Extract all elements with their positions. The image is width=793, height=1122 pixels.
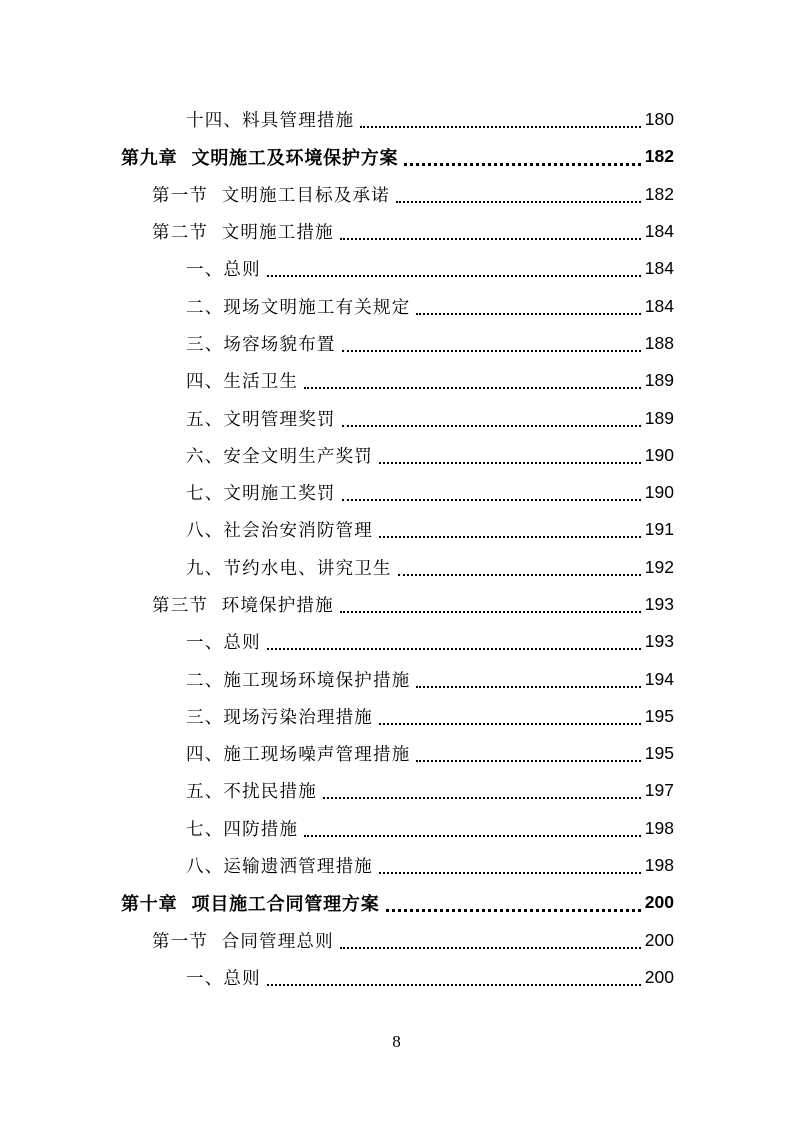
- toc-dot-leader: [267, 647, 641, 650]
- toc-entry[interactable]: [0, 213, 793, 250]
- toc-dot-leader: [342, 498, 641, 501]
- toc-entry[interactable]: [0, 884, 793, 921]
- toc-entry-page: 200: [644, 892, 674, 913]
- toc-dot-leader: [404, 162, 640, 166]
- toc-entry[interactable]: [0, 549, 793, 586]
- toc-entry-page: 182: [644, 146, 674, 167]
- toc-entry-page: 184: [644, 221, 674, 242]
- toc-dot-leader: [340, 946, 641, 949]
- toc-entry[interactable]: [0, 772, 793, 809]
- toc-entry-title: 二、施工现场环境保护措施: [186, 670, 411, 691]
- toc-entry-title: 十四、料具管理措施: [186, 111, 355, 132]
- toc-entry[interactable]: [0, 437, 793, 474]
- toc-entry-page: 180: [644, 109, 674, 130]
- toc-entry-title: 七、文明施工奖罚: [186, 484, 336, 505]
- toc-dot-leader: [304, 834, 641, 837]
- toc-entry-page: 191: [644, 519, 674, 540]
- toc-entry-page: 190: [644, 444, 674, 465]
- toc-dot-leader: [416, 685, 640, 688]
- toc-dot-leader: [416, 759, 640, 762]
- toc-entry[interactable]: [0, 101, 793, 138]
- toc-entry-title: 六、安全文明生产奖罚: [186, 446, 373, 467]
- toc-dot-leader: [379, 461, 641, 464]
- toc-entry-title: 五、文明管理奖罚: [186, 409, 336, 430]
- toc-entry[interactable]: [0, 399, 793, 436]
- toc-entry[interactable]: [0, 474, 793, 511]
- toc-entry-page: 184: [644, 295, 674, 316]
- toc-entry-page: 195: [644, 705, 674, 726]
- page-number: 8: [392, 1032, 401, 1051]
- toc-entry-title: 第二节 文明施工措施: [152, 223, 334, 244]
- toc-dot-leader: [267, 983, 641, 986]
- toc-entry[interactable]: [0, 735, 793, 772]
- toc-dot-leader: [323, 796, 641, 799]
- toc-entry-title: 八、社会治安消防管理: [186, 521, 373, 542]
- toc-entry-title: 一、总则: [186, 260, 261, 281]
- toc-entry-title: 第一节 合同管理总则: [152, 931, 334, 952]
- toc-entry[interactable]: [0, 586, 793, 623]
- toc-entry-title: 第一节 文明施工目标及承诺: [152, 185, 390, 206]
- toc-entry-title: 七、四防措施: [186, 819, 299, 840]
- toc-entry-title: 第十章 项目施工合同管理方案: [121, 893, 380, 915]
- toc-entry-page: 197: [644, 780, 674, 801]
- toc-entry[interactable]: [0, 362, 793, 399]
- toc-entry-title: 八、运输遗洒管理措施: [186, 857, 373, 878]
- toc-dot-leader: [379, 535, 641, 538]
- toc-entry-page: 193: [644, 594, 674, 614]
- toc-entry[interactable]: [0, 325, 793, 362]
- toc-entry-page: 193: [644, 631, 674, 652]
- toc-entry-page: 182: [644, 183, 674, 204]
- toc-entry-title: 三、场容场貌布置: [186, 334, 336, 355]
- toc-dot-leader: [379, 871, 641, 874]
- toc-entry-title: 二、现场文明施工有关规定: [186, 297, 411, 318]
- toc-entry-page: 200: [644, 966, 674, 987]
- toc-entry-page: 195: [644, 743, 674, 764]
- toc-entry[interactable]: [0, 176, 793, 213]
- toc-entry[interactable]: [0, 922, 793, 959]
- toc-entry-title: 五、不扰民措施: [186, 782, 317, 803]
- toc-dot-leader: [340, 237, 641, 240]
- toc-entry-page: 188: [644, 332, 674, 353]
- toc-dot-leader: [342, 349, 641, 352]
- toc-entry-page: 198: [644, 855, 674, 876]
- toc-dot-leader: [360, 125, 640, 128]
- toc-entry-title: 一、总则: [186, 968, 261, 989]
- toc-entry[interactable]: [0, 138, 793, 175]
- toc-entry-page: 198: [644, 817, 674, 838]
- toc-entry[interactable]: [0, 959, 793, 996]
- toc-entry-title: 四、生活卫生: [186, 372, 299, 393]
- toc-dot-leader: [396, 200, 641, 203]
- toc-entry[interactable]: [0, 287, 793, 324]
- toc-dot-leader: [342, 424, 641, 427]
- toc-dot-leader: [416, 312, 640, 315]
- toc-dot-leader: [304, 386, 641, 389]
- toc-entry[interactable]: [0, 660, 793, 697]
- table-of-contents: [0, 101, 793, 996]
- toc-entry-page: 189: [644, 407, 674, 428]
- toc-dot-leader: [398, 573, 641, 576]
- toc-entry-page: 190: [644, 482, 674, 503]
- toc-entry[interactable]: [0, 623, 793, 660]
- toc-entry-page: 189: [644, 370, 674, 391]
- toc-entry-title: 四、施工现场噪声管理措施: [186, 745, 411, 766]
- toc-entry-title: 第九章 文明施工及环境保护方案: [121, 147, 399, 169]
- toc-entry[interactable]: [0, 698, 793, 735]
- toc-dot-leader: [386, 908, 641, 912]
- toc-entry[interactable]: [0, 511, 793, 548]
- toc-entry-title: 第三节 环境保护措施: [152, 596, 334, 616]
- toc-entry-title: 九、节约水电、讲究卫生: [186, 558, 392, 579]
- toc-entry-page: 184: [644, 258, 674, 279]
- toc-dot-leader: [340, 610, 641, 613]
- toc-entry-page: 192: [644, 556, 674, 577]
- toc-dot-leader: [379, 722, 641, 725]
- toc-entry-page: 200: [644, 929, 674, 950]
- toc-entry-title: 一、总则: [186, 633, 261, 654]
- toc-entry[interactable]: [0, 250, 793, 287]
- toc-entry-page: 194: [644, 668, 674, 689]
- toc-entry[interactable]: [0, 810, 793, 847]
- toc-entry-title: 三、现场污染治理措施: [186, 707, 373, 728]
- toc-entry[interactable]: [0, 847, 793, 884]
- toc-dot-leader: [267, 274, 641, 277]
